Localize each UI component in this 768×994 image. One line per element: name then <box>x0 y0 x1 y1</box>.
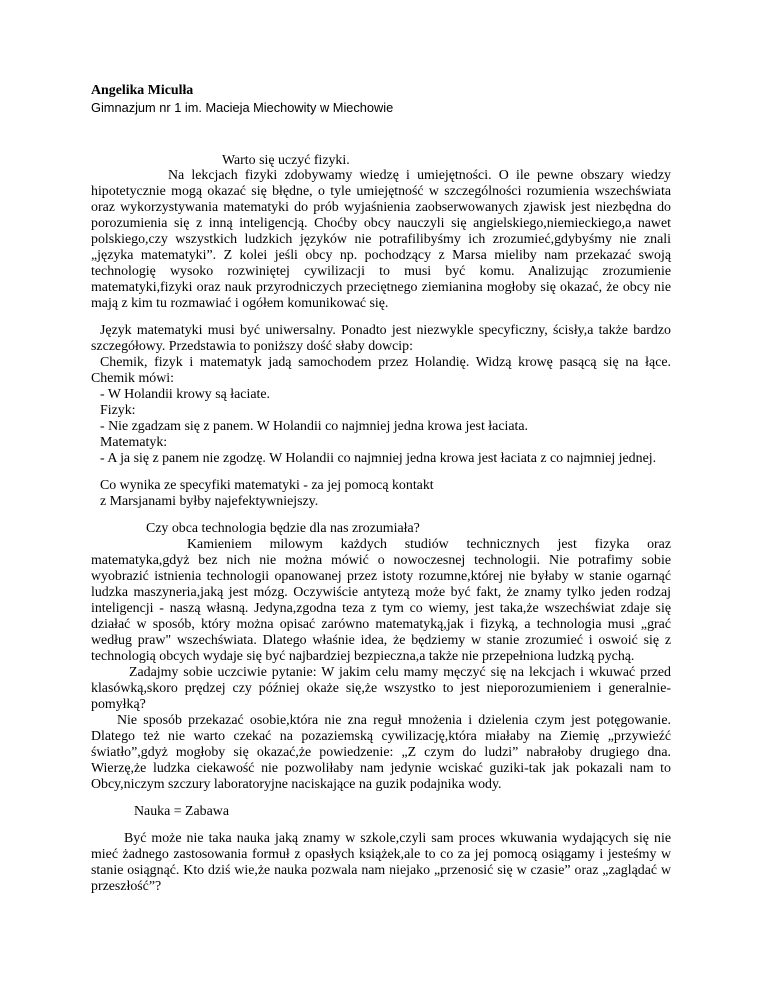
text-line: „języka matematyki”. Z kolei jeśli obcy np. pochodzący z Marsa mieliby nam przekazać swoją <box>91 248 671 263</box>
text-line: - Nie zgadzam się z panem. W Holandii co najmniej jedna krowa jest łaciata. <box>100 419 529 434</box>
text-line: światło”,gdyż mogłoby się okazać,że powiedzenie: „Z czym do ludzi” nabrałoby drugiego dna. <box>91 745 671 760</box>
text-line: Warto się uczyć fizyki. <box>222 153 350 168</box>
text-line: działać w sposób, który można opisać zarówno matematyką,jak i fizyką, a technologia musi „grać <box>91 617 671 632</box>
text-line: Kamieniem milowym każdych studiów technicznych jest fizyka oraz <box>187 537 671 552</box>
text-line: przeszłość”? <box>91 879 162 894</box>
text-line: hipotetycznie mogą okazać się błędne, o tyle umiejętność w szczególności rozumienia wszechświata <box>91 184 671 199</box>
text-line: - A ja się z panem nie zgodzę. W Holandii co najmniej jedna krowa jest łaciata z co najmniej jednej. <box>100 451 657 466</box>
text-line: Obcy,niczym szczury laboratoryjne naciskające na guzik podajnika wody. <box>91 777 502 792</box>
text-line: według praw" wszechświata. Dlatego właśnie idea, że będziemy w stanie zrozumieć i oswoić się z <box>91 633 671 648</box>
text-line: porozumienia się z inną inteligencją. Choćby obcy nauczyli się angielskiego,niemieckiego,a nawet <box>91 216 671 231</box>
text-line: Chemik mówi: <box>91 371 174 386</box>
text-line: stanie osiągnąć. Kto dziś wie,że nauka pozwala nam niejako „przenosić się w czasie” oraz „zaglądać w <box>91 863 671 878</box>
text-line: Co wynika ze specyfiki matematyki - za jej pomocą kontakt <box>100 478 434 493</box>
text-line: Czy obca technologia będzie dla nas zrozumiała? <box>146 521 420 536</box>
text-line: oraz wykorzystywania matematyki do prób wyjaśnienia zaobserwowanych zjawisk jest niezbędna do <box>91 200 671 215</box>
text-line: pomyłką? <box>91 697 146 712</box>
text-line: Fizyk: <box>100 403 136 418</box>
text-line: mieć żadnego zastosowania formuł z opasłych książek,ale to co za jej pomocą osiągamy i jesteśmy w <box>91 847 671 862</box>
author-name: Angelika Miculła <box>91 83 194 98</box>
text-line: technologię wysoko rozwiniętej cywilizacji to musi być komu. Analizując zrozumienie <box>91 264 671 279</box>
text-line: wyobrazić istnienia technologii opanowanej przez istoty rozumne,której nie byłaby w stanie ogarnąć <box>91 569 671 584</box>
text-line: Matematyk: <box>100 435 168 450</box>
text-line: Język matematyki musi być uniwersalny. Ponadto jest niezwykle specyficzny, ścisły,a także bardzo <box>100 323 671 338</box>
text-line: Wierzę,że ludzka ciekawość nie pozwoliłaby nam jedynie wciskać guziki-tak jak pokazali nam to <box>91 761 671 776</box>
text-line: technologią obcych wydaje się być najbardziej bezpieczna,a także nie przepełniona ludzką pychą. <box>91 649 635 664</box>
text-line: Zadajmy sobie uczciwie pytanie: W jakim celu mamy męczyć się na lekcjach i wkuwać przed <box>129 665 671 680</box>
text-line: mają z kim tu rozmawiać i ogółem komunikować się. <box>91 296 389 311</box>
school-name: Gimnazjum nr 1 im. Macieja Miechowity w Miechowie <box>91 100 394 115</box>
text-line: - W Holandii krowy są łaciate. <box>100 387 270 402</box>
text-line: polskiego,czy wszystkich ludzkich języków nie potrafilibyśmy ich zrozumieć,gdybyśmy nie znali <box>91 232 671 247</box>
text-line: klasówką,skoro prędzej czy później okaże się,że wszystko to jest nieporozumieniem i generalnie- <box>91 681 671 696</box>
text-line: Nie sposób przekazać osobie,która nie zna reguł mnożenia i dzielenia czym jest potęgowanie. <box>117 713 671 728</box>
text-line: inteligencji - naszą własną. Jedyna,zgodna teza z tym co wiemy, jest taka,że wszechświat zdaje się <box>91 601 671 616</box>
text-line: Dlatego też nie warto czekać na pozaziemską cywilizację,która miałaby na Ziemię „przywieźć <box>91 729 671 744</box>
text-line: Być może nie taka nauka jaką znamy w szkole,czyli sam proces wkuwania wydających się nie <box>124 831 671 846</box>
text-line: szczegółowy. Przedstawia to poniższy dość słaby dowcip: <box>91 339 413 354</box>
text-line: Chemik, fizyk i matematyk jadą samochodem przez Holandię. Widzą krowę pasącą się na łące. <box>100 355 671 370</box>
text-line: matematyki,fizyki oraz nauk przyrodniczych przeciętnego ziemianina mogłoby się okazać, że obcy nie <box>91 280 671 295</box>
text-line: Nauka = Zabawa <box>134 804 229 819</box>
text-line: matematyka,gdyż bez nich nie można mówić o nowoczesnej technologii. Nie potrafimy sobie <box>91 553 671 568</box>
text-line: Na lekcjach fizyki zdobywamy wiedzę i umiejętności. O ile pewne obszary wiedzy <box>168 168 671 183</box>
text-line: z Marsjanami byłby najefektywniejszy. <box>100 494 319 509</box>
text-line: ludzka maszyneria,jaką jest mózg. Oczywiście antytezą może być fakt, że znamy tylko jeden rodzaj <box>91 585 671 600</box>
